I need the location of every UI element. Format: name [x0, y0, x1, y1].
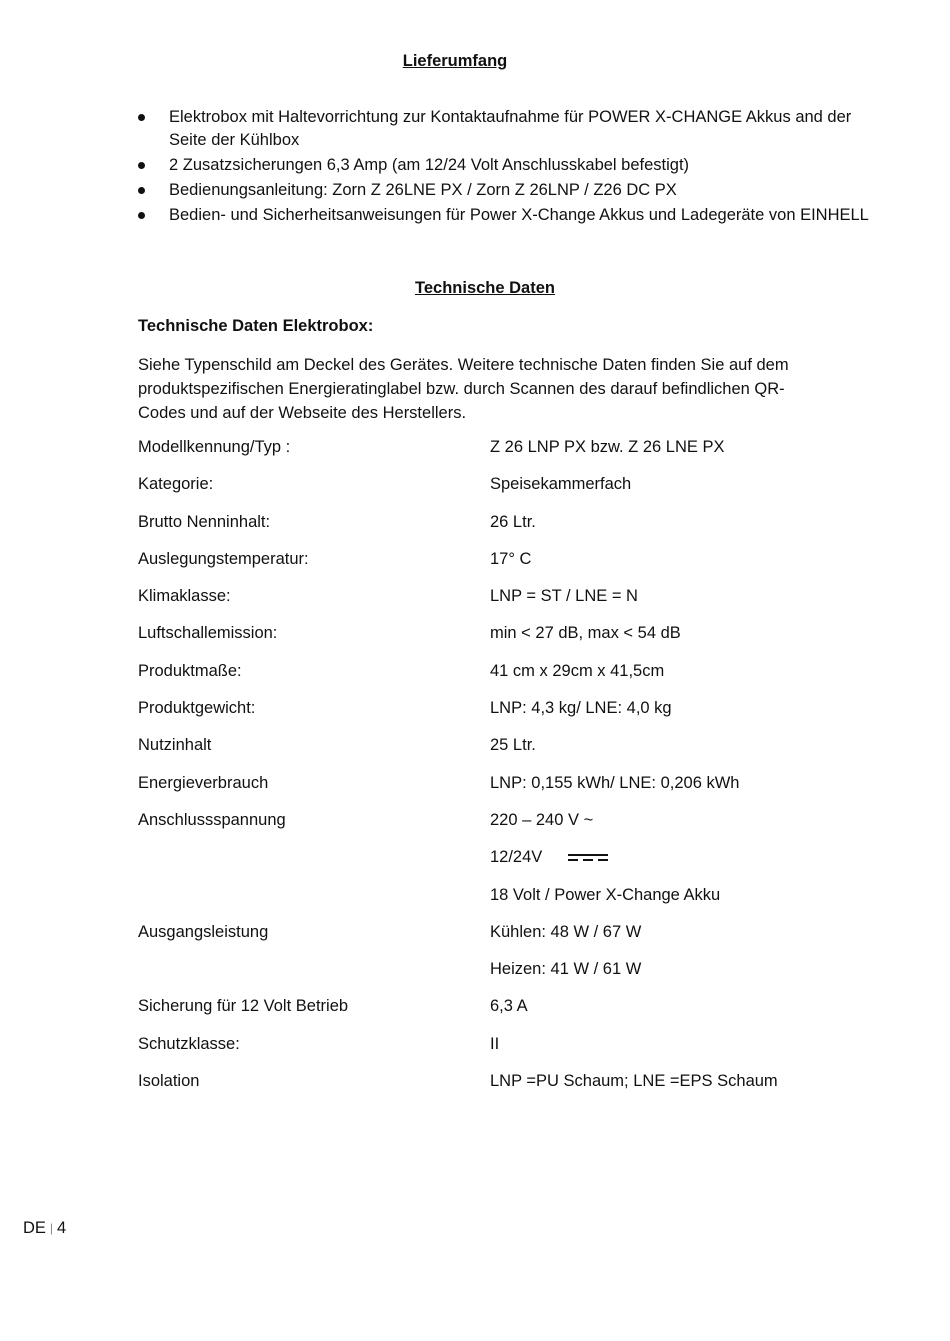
spec-row	[138, 475, 838, 512]
spec-key: Ausgangsleistung	[138, 922, 269, 941]
spec-row	[138, 848, 838, 885]
spec-row	[138, 1072, 838, 1109]
list-item-text: Bedien- und Sicherheitsanweisungen für Power X-Change Akkus und Ladegeräte von EINHELL	[169, 206, 869, 224]
spec-key: Brutto Nenninhalt:	[138, 512, 271, 531]
spec-row	[138, 550, 838, 587]
spec-key: Schutzklasse:	[138, 1034, 240, 1053]
spec-row	[138, 923, 838, 960]
spec-value: 220 – 240 V ~	[490, 810, 594, 829]
bullet-icon	[138, 114, 145, 121]
list-item	[138, 154, 878, 177]
list-item	[138, 179, 878, 202]
spec-value: Speisekammerfach	[490, 475, 632, 494]
list-item-text: Bedienungsanleitung: Zorn Z 26LNE PX / Zorn Z 26LNP / Z26 DC PX	[169, 181, 677, 199]
spec-key: Modellkennung/Typ :	[138, 438, 291, 456]
spec-row	[138, 811, 838, 848]
spec-row	[138, 736, 838, 773]
spec-key: Isolation	[138, 1072, 200, 1091]
spec-key: Auslegungstemperatur:	[138, 549, 309, 568]
spec-value-container	[490, 848, 608, 867]
bullet-icon	[138, 162, 145, 169]
list-item-text: 2 Zusatzsicherungen 6,3 Amp (am 12/24 Volt Anschlusskabel befestigt)	[169, 156, 690, 174]
page-number: 4	[57, 1219, 67, 1237]
spec-value: 18 Volt / Power X-Change Akku	[490, 885, 721, 904]
spec-row	[138, 886, 838, 923]
page-footer	[23, 1219, 66, 1238]
spec-key: Produktmaße:	[138, 661, 242, 680]
list-item	[138, 204, 878, 227]
bullet-icon	[138, 212, 145, 219]
list-item	[138, 106, 878, 152]
spec-table	[138, 438, 838, 1109]
spec-key: Klimaklasse:	[138, 587, 231, 606]
spec-key: Anschlussspannung	[138, 810, 286, 829]
bullet-icon	[138, 187, 145, 194]
spec-value: Z 26 LNP PX bzw. Z 26 LNE PX	[490, 438, 725, 456]
spec-row	[138, 997, 838, 1034]
spec-row	[138, 438, 838, 475]
spec-key: Nutzinhalt	[138, 736, 212, 755]
spec-value: 12/24V	[490, 848, 543, 867]
spec-key: Energieverbrauch	[138, 773, 269, 792]
spec-row	[138, 774, 838, 811]
spec-value: 41 cm x 29cm x 41,5cm	[490, 661, 665, 680]
direct-current-icon	[568, 853, 608, 863]
footer-language: DE	[23, 1219, 46, 1237]
spec-value: 26 Ltr.	[490, 512, 536, 531]
spec-row	[138, 662, 838, 699]
technical-subheading: Technische Daten Elektrobox:	[138, 317, 374, 335]
footer-separator: |	[49, 1221, 54, 1235]
spec-key: Produktgewicht:	[138, 699, 256, 718]
spec-key: Luftschallemission:	[138, 624, 278, 643]
spec-row	[138, 1035, 838, 1072]
spec-row	[138, 624, 838, 661]
spec-value: 25 Ltr.	[490, 736, 536, 755]
spec-value: LNP =PU Schaum; LNE =EPS Schaum	[490, 1072, 778, 1091]
spec-key: Kategorie:	[138, 475, 214, 494]
technical-heading: Technische Daten	[415, 279, 555, 297]
spec-value: LNP = ST / LNE = N	[490, 587, 638, 606]
list-item-text: Elektrobox mit Haltevorrichtung zur Kontaktaufnahme für POWER X-CHANGE Akkus and der Seite der Kühlbox	[169, 108, 852, 149]
spec-value: LNP: 4,3 kg/ LNE: 4,0 kg	[490, 699, 672, 718]
delivery-list	[138, 106, 878, 229]
spec-value: min < 27 dB, max < 54 dB	[490, 624, 681, 643]
spec-row	[138, 960, 838, 997]
spec-value: 6,3 A	[490, 997, 528, 1016]
spec-row	[138, 513, 838, 550]
delivery-heading: Lieferumfang	[402, 52, 508, 70]
spec-key: Sicherung für 12 Volt Betrieb	[138, 997, 349, 1016]
spec-value: 17° C	[490, 549, 532, 568]
spec-value: Heizen: 41 W / 61 W	[490, 960, 642, 979]
spec-value: Kühlen: 48 W / 67 W	[490, 922, 642, 941]
spec-value: II	[490, 1034, 500, 1053]
spec-row	[138, 587, 838, 624]
spec-value: LNP: 0,155 kWh/ LNE: 0,206 kWh	[490, 773, 740, 792]
technical-paragraph: Siehe Typenschild am Deckel des Gerätes. Weitere technische Daten finden Sie auf dem produktspezifischen Energieratinglabel bzw. durch Scannen des darauf befindlichen QR-Codes und auf der Webseite des Herstellers.	[138, 356, 789, 422]
spec-row	[138, 699, 838, 736]
